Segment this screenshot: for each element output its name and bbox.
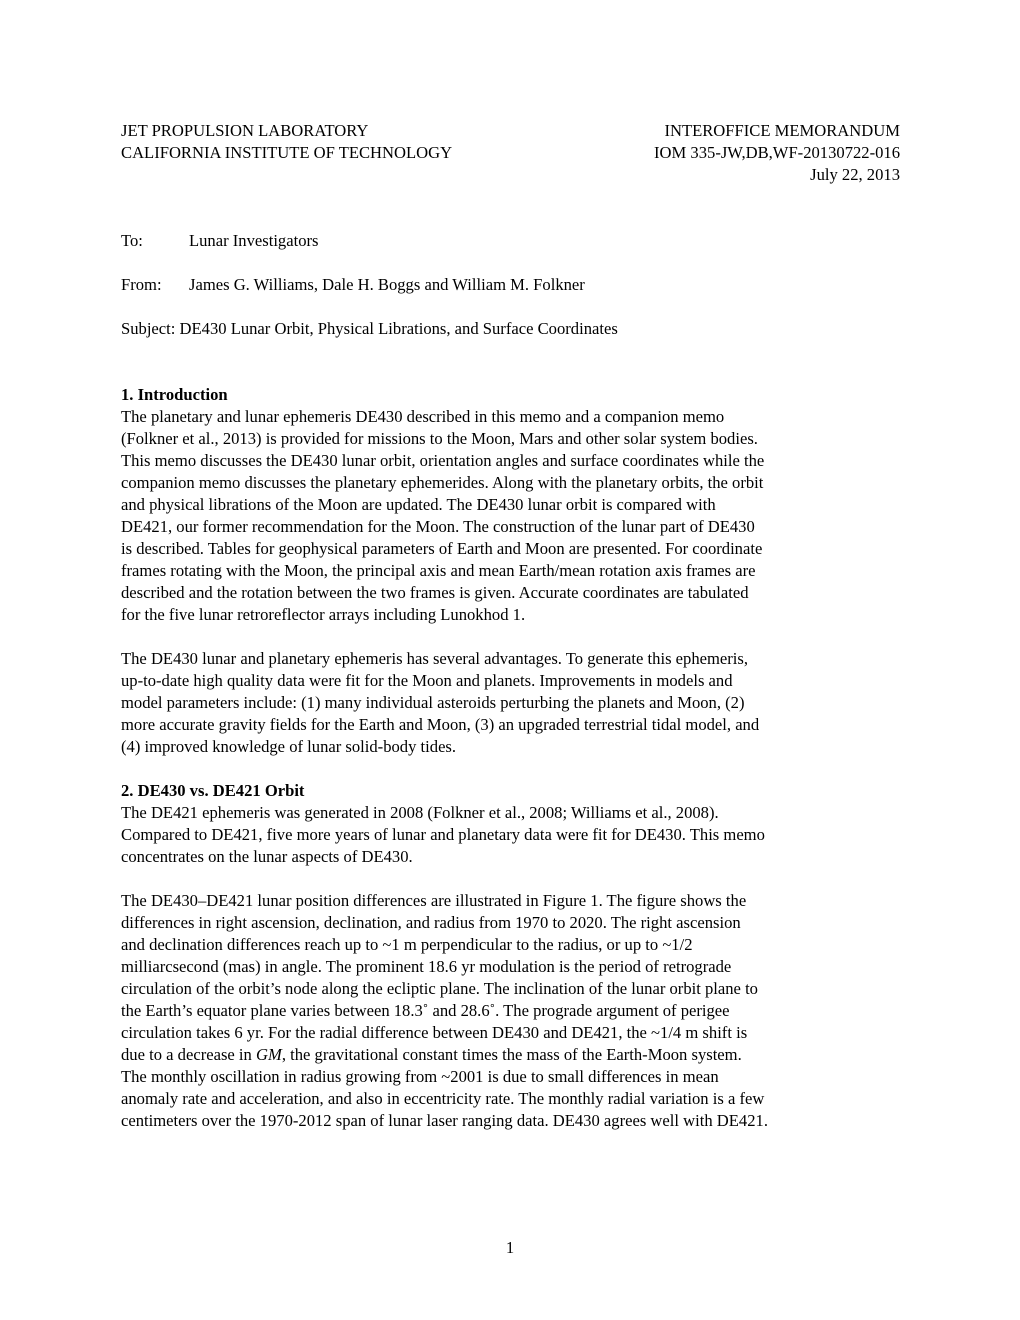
- text-line: and physical librations of the Moon are updated. The DE430 lunar orbit is compared with: [121, 495, 716, 514]
- from-line: [121, 274, 900, 296]
- text-line: and declination differences reach up to ~1 m perpendicular to the radius, or up to ~1/2: [121, 935, 693, 954]
- text-line: milliarcsecond (mas) in angle. The prominent 18.6 yr modulation is the period of retrograde: [121, 957, 732, 976]
- gm-italic: GM: [256, 1045, 282, 1064]
- text-line: circulation takes 6 yr. For the radial difference between DE430 and DE421, the ~1/4 m shift is: [121, 1023, 748, 1042]
- text-line: The DE430 lunar and planetary ephemeris has several advantages. To generate this ephemeris,: [121, 649, 749, 668]
- text-line: for the five lunar retroreflector arrays including Lunokhod 1.: [121, 605, 526, 624]
- intro-paragraph-1: [121, 406, 900, 626]
- text-line: This memo discusses the DE430 lunar orbit, orientation angles and surface coordinates while the: [121, 451, 765, 470]
- text-line: The DE421 ephemeris was generated in 2008 (Folkner et al., 2008; Williams et al., 2008).: [121, 803, 719, 822]
- text-line: anomaly rate and acceleration, and also in eccentricity rate. The monthly radial variation is a few: [121, 1089, 765, 1108]
- to-value: Lunar Investigators: [189, 231, 319, 250]
- from-value: James G. Williams, Dale H. Boggs and William M. Folkner: [189, 275, 585, 294]
- section-heading-orbit: 2. DE430 vs. DE421 Orbit: [121, 781, 305, 800]
- text-line: model parameters include: (1) many individual asteroids perturbing the planets and Moon, (2): [121, 693, 745, 712]
- text-line: centimeters over the 1970-2012 span of lunar laser ranging data. DE430 agrees well with DE421.: [121, 1111, 768, 1130]
- header-row-1: [121, 120, 900, 142]
- text-line: described and the rotation between the two frames is given. Accurate coordinates are tabulated: [121, 583, 749, 602]
- text-line: DE421, our former recommendation for the Moon. The construction of the lunar part of DE430: [121, 517, 755, 536]
- subject-line: Subject: DE430 Lunar Orbit, Physical Librations, and Surface Coordinates: [121, 319, 618, 338]
- text-line: more accurate gravity fields for the Earth and Moon, (3) an upgraded terrestrial tidal model, and: [121, 715, 760, 734]
- gm-before: due to a decrease in: [121, 1045, 256, 1064]
- text-line: The DE430–DE421 lunar position differences are illustrated in Figure 1. The figure shows the: [121, 891, 747, 910]
- page-number: 1: [505, 1238, 515, 1257]
- memo-page: [121, 120, 900, 1132]
- section-heading-introduction: 1. Introduction: [121, 385, 228, 404]
- text-line-gm: [121, 1044, 900, 1066]
- org-name: JET PROPULSION LABORATORY: [121, 121, 369, 140]
- text-line: concentrates on the lunar aspects of DE430.: [121, 847, 413, 866]
- memo-date: July 22, 2013: [810, 165, 900, 184]
- to-line: [121, 230, 900, 252]
- text-line: up-to-date high quality data were fit for the Moon and planets. Improvements in models and: [121, 671, 733, 690]
- orbit-paragraph-1: [121, 802, 900, 868]
- text-line: circulation of the orbit’s node along the ecliptic plane. The inclination of the lunar orbit plane to: [121, 979, 758, 998]
- to-label: To:: [121, 231, 143, 250]
- text-line: Compared to DE421, five more years of lunar and planetary data were fit for DE430. This memo: [121, 825, 765, 844]
- text-line: differences in right ascension, declination, and radius from 1970 to 2020. The right ascension: [121, 913, 741, 932]
- text-line: companion memo discusses the planetary ephemerides. Along with the planetary orbits, the orbit: [121, 473, 764, 492]
- memo-type: INTEROFFICE MEMORANDUM: [664, 121, 900, 140]
- text-line: (Folkner et al., 2013) is provided for missions to the Moon, Mars and other solar system bodies.: [121, 429, 758, 448]
- text-line: frames rotating with the Moon, the principal axis and mean Earth/mean rotation axis frames are: [121, 561, 756, 580]
- text-line: (4) improved knowledge of lunar solid-body tides.: [121, 737, 457, 756]
- memo-id: IOM 335-JW,DB,WF-20130722-016: [654, 143, 900, 162]
- text-line: the Earth’s equator plane varies between 18.3˚ and 28.6˚. The prograde argument of perigee: [121, 1001, 730, 1020]
- orbit-paragraph-2: [121, 890, 900, 1132]
- header-row-2: [121, 142, 900, 164]
- text-line: is described. Tables for geophysical parameters of Earth and Moon are presented. For coordinate: [121, 539, 763, 558]
- from-label: From:: [121, 275, 162, 294]
- institution-name: CALIFORNIA INSTITUTE OF TECHNOLOGY: [121, 143, 453, 162]
- text-line: The monthly oscillation in radius growing from ~2001 is due to small differences in mean: [121, 1067, 719, 1086]
- intro-paragraph-2: [121, 648, 900, 758]
- text-line: The planetary and lunar ephemeris DE430 described in this memo and a companion memo: [121, 407, 725, 426]
- gm-after: , the gravitational constant times the mass of the Earth-Moon system.: [281, 1045, 742, 1064]
